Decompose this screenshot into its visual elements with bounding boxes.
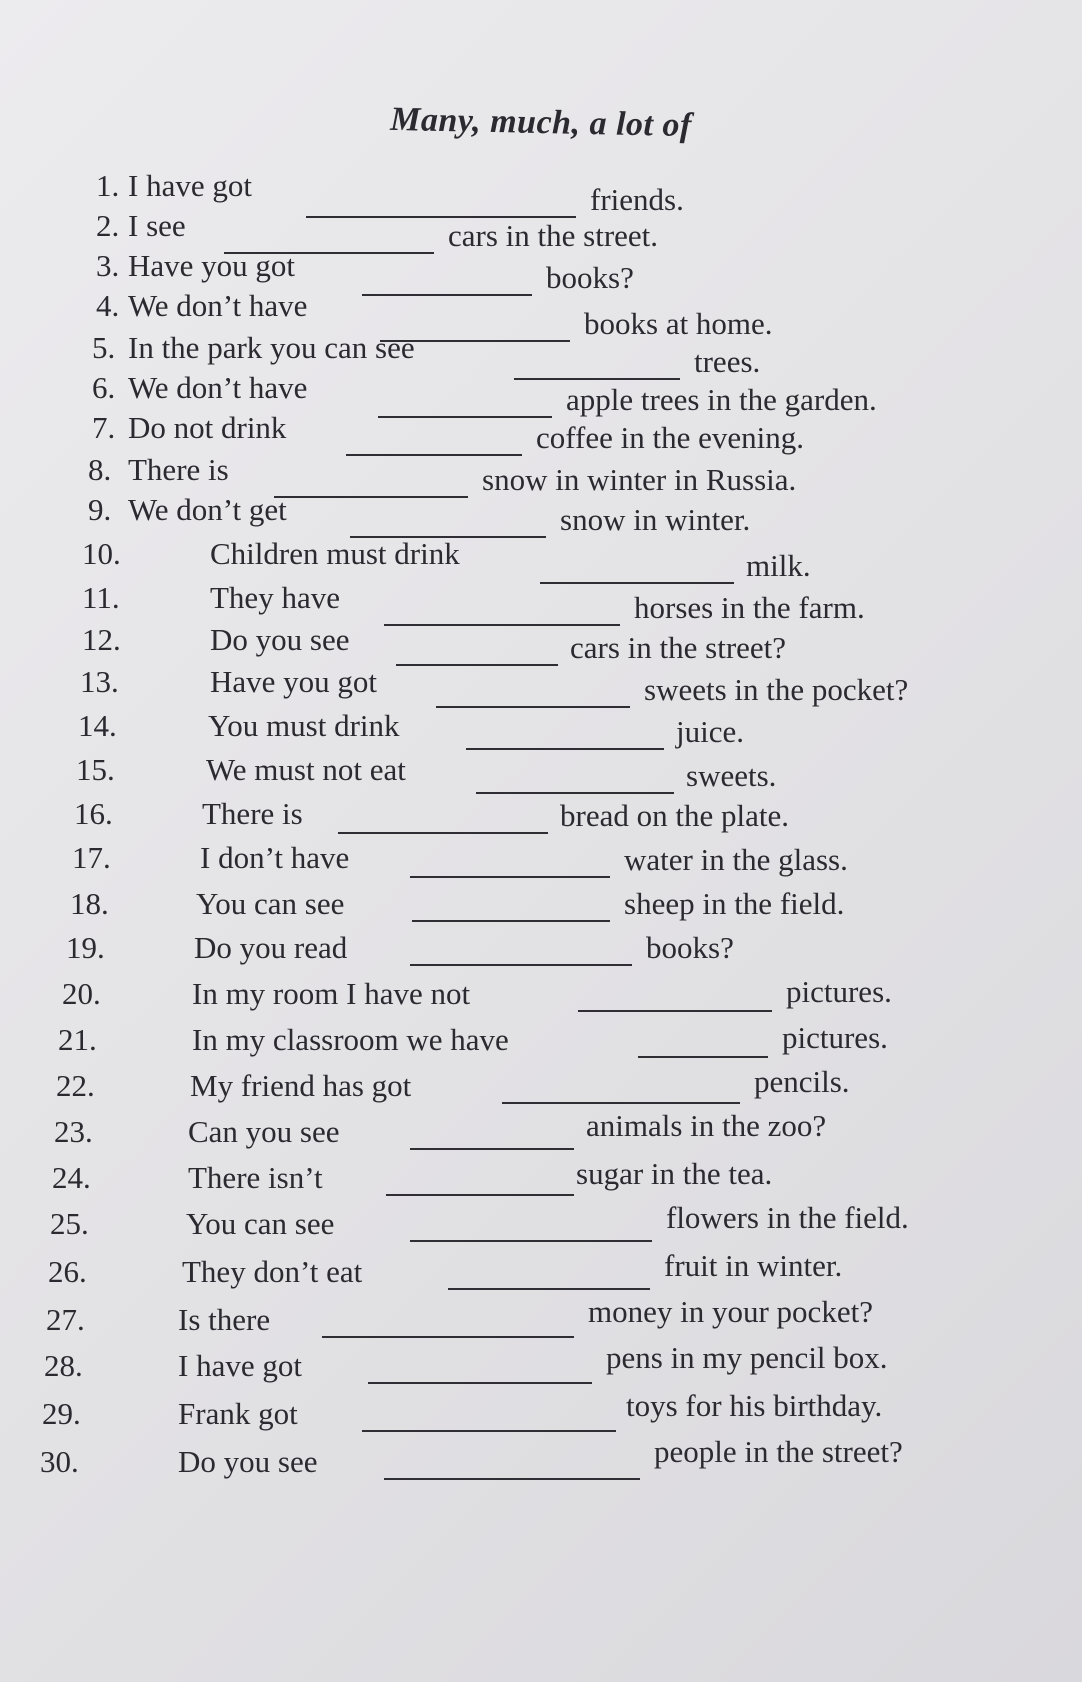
worksheet-title: Many, much, a lot of <box>389 100 693 145</box>
exercise-number: 25. <box>50 1206 89 1241</box>
exercise-ending: coffee in the evening. <box>536 420 804 455</box>
exercise-ending: pictures. <box>782 1020 888 1055</box>
exercise-ending: money in your pocket? <box>588 1294 873 1329</box>
exercise-prompt: Have you got <box>210 664 378 699</box>
exercise-number: 3. <box>96 248 120 283</box>
answer-blank[interactable] <box>384 624 620 626</box>
exercise-number: 12. <box>82 622 121 657</box>
answer-blank[interactable] <box>410 964 632 966</box>
exercise-prompt: In my classroom we have <box>192 1022 509 1057</box>
answer-blank[interactable] <box>410 1148 574 1150</box>
exercise-prompt: We don’t have <box>128 370 308 405</box>
exercise-number: 8. <box>88 452 112 487</box>
exercise-ending: cars in the street? <box>570 630 787 665</box>
exercise-number: 16. <box>74 796 113 831</box>
exercise-ending: books? <box>646 930 734 965</box>
exercise-ending: snow in winter in Russia. <box>482 462 797 497</box>
exercise-prompt: Do you see <box>210 622 350 657</box>
exercise-ending: sheep in the field. <box>624 886 845 921</box>
exercise-prompt: Have you got <box>128 248 296 283</box>
exercise-prompt: Do you see <box>178 1444 318 1479</box>
answer-blank[interactable] <box>378 416 552 418</box>
exercise-number: 30. <box>40 1444 79 1479</box>
answer-blank[interactable] <box>578 1010 772 1012</box>
answer-blank[interactable] <box>274 496 468 498</box>
exercise-prompt: In my room I have not <box>192 976 471 1011</box>
exercise-prompt: They have <box>210 580 340 615</box>
exercise-ending: animals in the zoo? <box>586 1108 827 1143</box>
exercise-ending: sugar in the tea. <box>576 1156 773 1191</box>
exercise-prompt: There is <box>202 796 303 831</box>
exercise-ending: milk. <box>746 548 811 583</box>
exercise-ending: trees. <box>694 344 761 379</box>
exercise-prompt: There isn’t <box>188 1160 323 1195</box>
answer-blank[interactable] <box>466 748 664 750</box>
exercise-number: 15. <box>76 752 115 787</box>
exercise-prompt: We must not eat <box>206 752 406 787</box>
exercise-number: 11. <box>82 580 120 615</box>
exercise-number: 21. <box>58 1022 97 1057</box>
exercise-number: 26. <box>48 1254 87 1289</box>
exercise-number: 9. <box>88 492 112 527</box>
exercise-ending: cars in the street. <box>448 218 659 253</box>
answer-blank[interactable] <box>410 876 610 878</box>
exercise-number: 14. <box>78 708 117 743</box>
answer-blank[interactable] <box>476 792 674 794</box>
exercise-ending: apple trees in the garden. <box>566 382 877 417</box>
exercise-ending: pens in my pencil box. <box>606 1340 888 1375</box>
exercise-prompt: You can see <box>186 1206 335 1241</box>
exercise-number: 24. <box>52 1160 91 1195</box>
exercise-number: 6. <box>92 370 116 405</box>
exercise-prompt: I have got <box>128 168 252 203</box>
exercise-number: 23. <box>54 1114 93 1149</box>
exercise-prompt: You must drink <box>208 708 400 743</box>
answer-blank[interactable] <box>502 1102 740 1104</box>
exercise-number: 4. <box>96 288 120 323</box>
answer-blank[interactable] <box>514 378 680 380</box>
exercise-prompt: I have got <box>178 1348 302 1383</box>
exercise-prompt: There is <box>128 452 229 487</box>
exercise-prompt: In the park you can see <box>128 330 415 365</box>
answer-blank[interactable] <box>638 1056 768 1058</box>
exercise-ending: sweets. <box>686 758 777 793</box>
exercise-number: 2. <box>96 208 120 243</box>
exercise-ending: books? <box>546 260 634 295</box>
exercise-prompt: My friend has got <box>190 1068 412 1103</box>
answer-blank[interactable] <box>412 920 610 922</box>
exercise-number: 17. <box>72 840 111 875</box>
answer-blank[interactable] <box>436 706 630 708</box>
exercise-number: 20. <box>62 976 101 1011</box>
exercise-ending: pictures. <box>786 974 892 1009</box>
exercise-ending: juice. <box>676 714 744 749</box>
exercise-prompt: Do not drink <box>128 410 287 445</box>
exercise-ending: bread on the plate. <box>560 798 789 833</box>
exercise-prompt: We don’t get <box>128 492 287 527</box>
exercise-number: 19. <box>66 930 105 965</box>
exercise-number: 22. <box>56 1068 95 1103</box>
exercise-ending: fruit in winter. <box>664 1248 843 1283</box>
exercise-ending: water in the glass. <box>624 842 848 877</box>
answer-blank[interactable] <box>540 582 734 584</box>
answer-blank[interactable] <box>338 832 548 834</box>
answer-blank[interactable] <box>448 1288 650 1290</box>
answer-blank[interactable] <box>346 454 522 456</box>
exercise-ending: sweets in the pocket? <box>644 672 909 707</box>
exercise-prompt: Is there <box>178 1302 271 1337</box>
exercise-number: 29. <box>42 1396 81 1431</box>
answer-blank[interactable] <box>396 664 558 666</box>
exercise-prompt: Do you read <box>194 930 348 965</box>
exercise-number: 1. <box>96 168 120 203</box>
exercise-prompt: I see <box>128 208 186 243</box>
exercise-ending: pencils. <box>754 1064 850 1099</box>
exercise-ending: toys for his birthday. <box>626 1388 883 1423</box>
exercise-number: 10. <box>82 536 121 571</box>
answer-blank[interactable] <box>384 1478 640 1480</box>
exercise-prompt: Frank got <box>178 1396 298 1431</box>
exercise-number: 27. <box>46 1302 85 1337</box>
exercise-ending: friends. <box>590 182 684 217</box>
answer-blank[interactable] <box>410 1240 652 1242</box>
exercise-prompt: Can you see <box>188 1114 340 1149</box>
exercise-prompt: You can see <box>196 886 345 921</box>
exercise-prompt: I don’t have <box>200 840 350 875</box>
exercise-ending: flowers in the field. <box>666 1200 909 1235</box>
exercise-prompt: Children must drink <box>210 536 460 571</box>
exercise-ending: horses in the farm. <box>634 590 865 625</box>
exercise-number: 18. <box>70 886 109 921</box>
answer-blank[interactable] <box>362 294 532 296</box>
exercise-number: 7. <box>92 410 116 445</box>
exercise-ending: snow in winter. <box>560 502 751 537</box>
answer-blank[interactable] <box>322 1336 574 1338</box>
exercise-ending: books at home. <box>584 306 773 341</box>
exercise-prompt: They don’t eat <box>182 1254 363 1289</box>
exercise-number: 13. <box>80 664 119 699</box>
answer-blank[interactable] <box>386 1194 574 1196</box>
exercise-ending: people in the street? <box>654 1434 903 1469</box>
exercise-number: 28. <box>44 1348 83 1383</box>
exercise-prompt: We don’t have <box>128 288 308 323</box>
answer-blank[interactable] <box>362 1430 616 1432</box>
exercise-number: 5. <box>92 330 116 365</box>
answer-blank[interactable] <box>368 1382 592 1384</box>
